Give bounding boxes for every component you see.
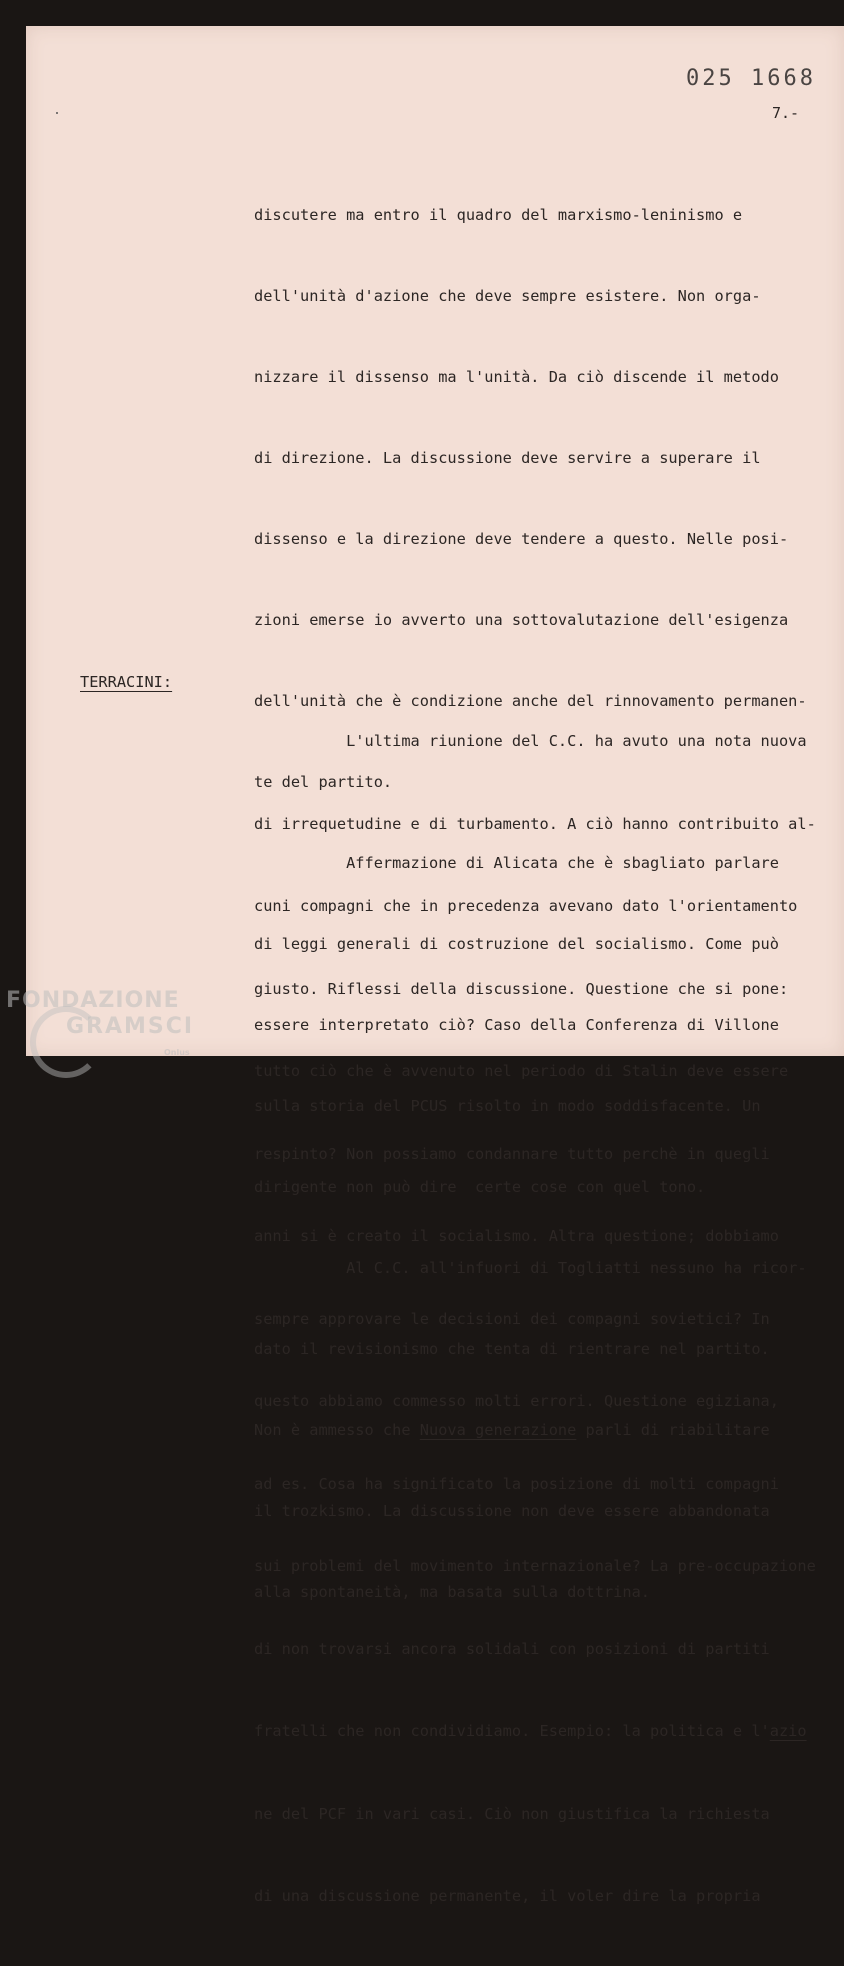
text-line: sui problemi del movimento internazionale? La pre-occupazione <box>254 1557 816 1575</box>
watermark-line: GRAMSCI <box>66 1014 195 1039</box>
text-line: Affermazione di Alicata che è sbagliato parlare <box>254 854 779 872</box>
text-line: respinto? Non possiamo condannare tutto perchè in quegli <box>254 1144 770 1163</box>
text-line: il trozkismo. La discussione non deve essere abbandonata <box>254 1502 770 1520</box>
text-line: nizzare il dissenso ma l'unità. Da ciò discende il metodo <box>254 368 779 386</box>
paper-speck <box>56 112 58 114</box>
text-line: dell'unità che è condizione anche del rinnovamento permanen- <box>254 692 807 710</box>
text-line: di direzione. La discussione deve servire a superare il <box>254 449 761 467</box>
underlined-title: Nuova generazione <box>419 1421 577 1439</box>
text-segment: Non è ammesso che <box>254 1421 420 1439</box>
text-line: discutere ma entro il quadro del marxismo-leninismo e <box>254 206 743 224</box>
text-line: Al C.C. all'infuori di Togliatti nessuno ha ricor- <box>254 1259 807 1277</box>
text-line: ad es. Cosa ha significato la posizione di molti compagni <box>254 1474 779 1493</box>
page-number: 7.- <box>772 104 800 122</box>
text-line: te del partito. <box>254 773 393 791</box>
text-line: alla spontaneità, ma basata sulla dottrina. <box>254 1583 651 1601</box>
text-line: dell'unità d'azione che deve sempre esistere. Non orga- <box>254 287 761 305</box>
speaker-label: TERRACINI: <box>80 673 173 691</box>
watermark-line: FONDAZIONE <box>6 988 180 1013</box>
text-line: di una discussione permanente, il voler dire la propria <box>254 1887 761 1905</box>
text-line: ne del PCF in vari casi. Ciò non giustifica la richiesta <box>254 1804 770 1823</box>
underlined-word: azio <box>769 1722 807 1740</box>
text-line: sempre approvare le decisioni dei compagni sovietici? In <box>254 1309 770 1328</box>
text-line: L'ultima riunione del C.C. ha avuto una nota nuova <box>254 732 807 750</box>
speech-paragraph <box>254 673 844 1966</box>
text-line: giusto. Riflessi della discussione. Questione che si pone: <box>254 979 789 998</box>
text-line: dirigente non può dire certe cose con quel tono. <box>254 1178 706 1196</box>
text-line: zioni emerse io avverto una sottovalutazione dell'esigenza <box>254 611 789 629</box>
document-page <box>26 26 844 1905</box>
text-line: di leggi generali di costruzione del socialismo. Come può <box>254 935 779 953</box>
text-segment: parli di riabilitare <box>576 1421 770 1439</box>
text-line: di non trovarsi ancora solidali con posizioni di partiti <box>254 1639 770 1658</box>
text-line <box>254 1718 844 1746</box>
text-line: di irrequetudine e di turbamento. A ciò hanno contribuito al- <box>254 814 816 833</box>
text-line: tutto ciò che è avvenuto nel periodo di Stalin deve essere <box>254 1062 789 1080</box>
text-line: anni si è creato il socialismo. Altra questione; dobbiamo <box>254 1227 779 1245</box>
text-line: essere interpretato ciò? Caso della Conferenza di Villone <box>254 1016 779 1034</box>
text-line: questo abbiamo commesso molti errori. Questione egiziana, <box>254 1392 779 1410</box>
text-line: sulla storia del PCUS risolto in modo soddisfacente. Un <box>254 1097 761 1115</box>
archive-stamp-number: 025 1668 <box>686 66 816 91</box>
text-line: dissenso e la direzione deve tendere a questo. Nelle posi- <box>254 530 789 548</box>
text-line: dato il revisionismo che tenta di rientrare nel partito. <box>254 1340 770 1358</box>
text-line: cuni compagni che in precedenza avevano dato l'orientamento <box>254 897 798 915</box>
watermark-line: Onlus <box>164 1048 190 1057</box>
text-segment: fratelli che non condividiamo. Esempio: la politica e l' <box>254 1722 770 1740</box>
watermark <box>6 988 194 1066</box>
